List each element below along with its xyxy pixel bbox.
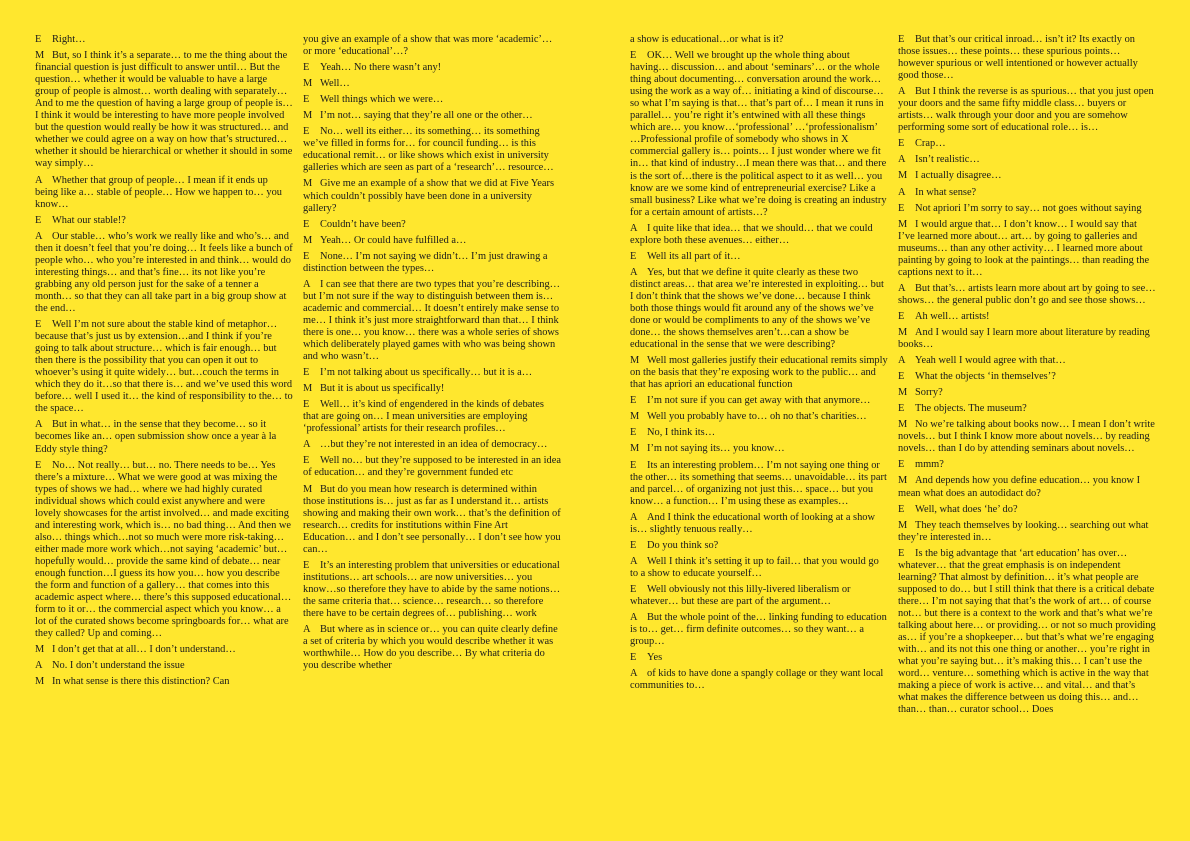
transcript-paragraph	[898, 219, 1156, 279]
speaker-initial: A	[630, 222, 638, 234]
speaker-initial: M	[630, 443, 640, 455]
speech-text: And depends how you define education… you know I mean what does an autodidact do?	[898, 475, 1141, 499]
speaker-initial: M	[898, 387, 908, 399]
transcript-paragraph	[303, 455, 561, 479]
speaker-initial: A	[303, 278, 311, 290]
speaker-initial: A	[630, 266, 638, 278]
speech-text: OK… Well we brought up the whole thing about having… discussion… and about ‘seminars’… or the whole thing about documenting… conversation around the work… using the work as a way of… initiating a kind of discourse… so what I’m saying is that… that’s part of… I mean it runs in parallel… you’re right it’s entwined with all these things which are… you know…‘professional’ …‘professionalism’ …Professional profile of somebody who shows in X commercial gallery is… points… I just wonder where we fit in… that kind of industry…I mean there was that… and there is the sort of…there is the political aspect to it as well… you know are we some kind of entrepreneurial exercise? Like a small business? Like what we’re doing is creating an industry for a certain amount of artists…?	[630, 50, 887, 218]
speech-text: Is the big advantage that ‘art education’ has over… whatever… that the great emphasis is on independent learning? That almost by definition… it’s what people are supposed to do… but I still think that there is a critical debate there… I’m not saying that that’s the work of art… of course not… but there is a context to the work and that’s what we’re talking about here… or providing… or not so much providing as… if you’re a shopkeeper… but that’s what we’re engaging with… and its not this one thing or another… you’re right in what you’re saying but… it’s making this… I can’t use the word… venture… something which is active in the way that making a piece of work is active… and vital… and that’s what makes the difference between us doing this… and… than… than… curator school… Does	[898, 547, 1156, 716]
speaker-initial: A	[630, 668, 638, 680]
speech-text: But it is about us specifically!	[320, 383, 445, 395]
speech-text: Yes, but that we define it quite clearly as these two distinct areas… that area we’re interested in exploiting… but I don’t think that the shows we’ve done… because I think both those things would fit around any of the shows we’ve done or would be compliments to any of the shows we’ve done… the shows themselves aren’t…can a show be educational in the sense that we were describing?	[630, 266, 884, 351]
speech-text: I’m not saying its… you know…	[647, 443, 785, 455]
speaker-initial: E	[35, 34, 42, 45]
transcript-paragraph	[35, 460, 293, 641]
speech-text: Its an interesting problem… I’m not saying one thing or the other… its something that seems… unavoidable… its part and parcel… of organizing not just this… space… but you know… a function… I’m using these as examples…	[630, 459, 887, 507]
speech-text: Not apriori I’m sorry to say… not goes without saying	[915, 202, 1142, 214]
speaker-initial: M	[630, 411, 640, 423]
transcript-paragraph	[35, 644, 293, 656]
speaker-initial: E	[630, 50, 637, 62]
speaker-initial: M	[303, 383, 313, 395]
speaker-initial: M	[898, 475, 908, 487]
transcript-paragraph	[630, 512, 888, 536]
speaker-initial: E	[630, 459, 637, 471]
speech-text: But the whole point of the… linking funding to education is to… get… firm definite outcomes… so they want… a group…	[630, 612, 887, 648]
speech-text: But that’s our critical inroad… isn’t it? Its exactly on those issues… these points… these spurious points… however spurious or well intentioned or however actually good those…	[898, 34, 1138, 82]
transcript-paragraph	[630, 355, 888, 391]
speech-text: Ah well… artists!	[915, 310, 990, 322]
transcript-paragraph	[630, 50, 888, 219]
speaker-initial: E	[35, 459, 42, 471]
transcript-paragraph	[35, 175, 293, 211]
transcript-paragraph	[303, 94, 561, 106]
speaker-initial: A	[898, 186, 906, 198]
speech-text: Right…	[52, 34, 86, 45]
speaker-initial: E	[630, 539, 637, 551]
speaker-initial: A	[303, 624, 311, 636]
speaker-initial: E	[35, 214, 42, 226]
speech-text: Well…	[320, 78, 350, 90]
speaker-initial: M	[35, 676, 45, 688]
column-3	[630, 34, 888, 696]
speaker-initial: E	[898, 547, 905, 559]
speech-text: Give me an example of a show that we did at Five Years which couldn’t possibly have been done in a university gallery?	[303, 178, 555, 214]
speech-text: Do you think so?	[647, 539, 719, 551]
speaker-initial: M	[35, 50, 45, 62]
transcript-paragraph	[898, 283, 1156, 307]
transcript-paragraph	[35, 319, 293, 415]
speaker-initial: E	[630, 427, 637, 439]
speaker-initial: M	[303, 178, 313, 190]
speaker-initial: E	[898, 371, 905, 383]
speech-text: What our stable!?	[52, 214, 126, 226]
transcript-paragraph	[303, 251, 561, 275]
transcript-paragraph	[630, 395, 888, 407]
speaker-initial: E	[898, 202, 905, 214]
transcript-paragraph	[630, 34, 888, 46]
transcript-paragraph	[35, 419, 293, 455]
transcript-paragraph	[898, 520, 1156, 544]
transcript-paragraph	[35, 34, 293, 46]
speaker-initial: M	[303, 483, 313, 495]
transcript-paragraph	[35, 50, 293, 170]
speech-text: No… well its either… its something… its something we’ve filled in forms for… for council funding… is this educational remit… or like shows which exist in university galleries which are seen as part of a ‘research’… resource…	[303, 126, 554, 174]
speaker-initial: A	[630, 555, 638, 567]
speech-text: Well no… but they’re supposed to be interested in an idea of education… and they’re government funded etc	[303, 455, 561, 479]
transcript-paragraph	[303, 624, 561, 672]
speaker-initial: E	[303, 94, 310, 106]
speaker-initial: E	[630, 250, 637, 262]
speaker-initial: M	[898, 170, 908, 182]
speaker-initial: E	[630, 652, 637, 664]
speaker-initial: E	[898, 34, 905, 45]
transcript-paragraph	[303, 383, 561, 395]
transcript-paragraph	[898, 34, 1156, 82]
speaker-initial: E	[303, 126, 310, 138]
speech-text: In what sense is there this distinction? Can	[52, 676, 230, 688]
speech-text: Crap…	[915, 138, 946, 150]
speech-text: None… I’m not saying we didn’t… I’m just drawing a distinction between the types…	[303, 250, 548, 274]
speaker-initial: E	[898, 503, 905, 515]
transcript-paragraph	[898, 504, 1156, 516]
speaker-initial: E	[630, 583, 637, 595]
speech-text: I can see that there are two types that you’re describing… but I’m not sure if the way to distinguish between them is… academic and commercial… It doesn’t entirely make sense to me… I think it’s just more straightforward than that… I think there is one… you know… there was a whole series of shows which deliberately played games with who was being shown and who wasn’t…	[303, 278, 561, 363]
speech-text: But in what… in the sense that they become… so it becomes like an… open submission show once a year à la Eddy style thing?	[35, 419, 277, 455]
transcript-paragraph	[630, 427, 888, 439]
speech-text: No we’re talking about books now… I mean I don’t write novels… but I think I know more about novels… by reading novels… than I do by attending seminars about novels…	[898, 419, 1155, 455]
speech-text: No, I think its…	[647, 427, 716, 439]
speech-text: Well I’m not sure about the stable kind of metaphor… because that’s just us by extension…and I think if you’re going to talk about structure… which is fair enough… but then there is the possibility that you can open it out to whoever’s using it quite widely… but…couch the terms in which they do it…so that there is… and we’ve used this word before… well I used it… the kind of responsibility to the… to the space…	[35, 319, 293, 415]
speaker-initial: M	[898, 326, 908, 338]
transcript-paragraph	[303, 279, 561, 363]
transcript-paragraph	[898, 154, 1156, 166]
speaker-initial: A	[898, 355, 906, 367]
speaker-initial: E	[303, 218, 310, 230]
speech-text: I’m not… saying that they’re all one or the other…	[320, 110, 533, 122]
transcript-paragraph	[303, 34, 561, 58]
speech-text: Well most galleries justify their educational remits simply on the basis that they’re exposing work to the public… and that has apriori an educational function	[630, 355, 888, 391]
speech-text: …but they’re not interested in an idea of democracy…	[320, 439, 548, 451]
transcript-paragraph	[898, 387, 1156, 399]
speaker-initial: E	[303, 455, 310, 467]
speech-text: Sorry?	[915, 387, 943, 399]
speech-text: Well things which we were…	[320, 94, 444, 106]
speech-text: They teach themselves by looking… searching out what they’re interested in…	[898, 519, 1149, 543]
speaker-initial: E	[303, 62, 310, 74]
speech-text: a show is educational…or what is it?	[630, 34, 784, 45]
speech-text: The objects. The museum?	[915, 403, 1027, 415]
transcript-paragraph	[898, 419, 1156, 455]
speech-text: Well its all part of it…	[647, 250, 741, 262]
speaker-initial: M	[303, 234, 313, 246]
transcript-paragraph	[898, 187, 1156, 199]
speech-text: Whether that group of people… I mean if it ends up being like a… stable of people… How we happen to… you know…	[35, 174, 283, 210]
speaker-initial: E	[630, 395, 637, 407]
speech-text: I don’t get that at all… I don’t understand…	[52, 644, 236, 656]
speaker-initial: E	[898, 310, 905, 322]
speaker-initial: M	[630, 355, 640, 367]
transcript-paragraph	[630, 411, 888, 423]
transcript-paragraph	[303, 484, 561, 556]
speech-text: I’m not talking about us specifically… but it is a…	[320, 367, 533, 379]
speaker-initial: A	[630, 511, 638, 523]
speaker-initial: E	[898, 403, 905, 415]
speech-text: No. I don’t understand the issue	[52, 660, 185, 672]
speech-text: Well I think it’s setting it up to fail… that you would go to a show to educate yourself…	[630, 555, 879, 579]
speech-text: mmm?	[915, 459, 944, 471]
speaker-initial: A	[898, 154, 906, 166]
transcript-paragraph	[303, 235, 561, 247]
transcript-paragraph	[630, 267, 888, 351]
transcript-paragraph	[898, 475, 1156, 499]
transcript-paragraph	[35, 676, 293, 688]
speech-text: Well, what does ‘he’ do?	[915, 503, 1018, 515]
transcript-paragraph	[630, 584, 888, 608]
transcript-paragraph	[303, 78, 561, 90]
transcript-paragraph	[898, 86, 1156, 134]
speech-text: of kids to have done a spangly collage or they want local communities to…	[630, 668, 884, 692]
speaker-initial: M	[898, 419, 908, 431]
transcript-paragraph	[630, 668, 888, 692]
transcript-paragraph	[630, 652, 888, 664]
speaker-initial: A	[35, 174, 43, 186]
speech-text: Yeah well I would agree with that…	[915, 355, 1066, 367]
transcript-paragraph	[303, 439, 561, 451]
speech-text: But I think the reverse is as spurious… that you just open your doors and the same fifty middle class… buyers or artists… walk through your door and you are somehow performing some sort of educational role… is…	[898, 86, 1154, 134]
transcript-paragraph	[898, 203, 1156, 215]
speech-text: Well obviously not this lilly-livered liberalism or whatever… but these are part of the argument…	[630, 583, 851, 607]
speech-text: Yeah… No there wasn’t any!	[320, 62, 442, 74]
transcript-paragraph	[898, 371, 1156, 383]
speaker-initial: E	[303, 367, 310, 379]
transcript-paragraph	[303, 110, 561, 122]
speaker-initial: A	[35, 419, 43, 431]
speaker-initial: E	[303, 250, 310, 262]
speaker-initial: A	[35, 230, 43, 242]
speech-text: And I would say I learn more about literature by reading books…	[898, 326, 1150, 351]
speaker-initial: E	[303, 559, 310, 571]
transcript-paragraph	[630, 612, 888, 648]
speech-text: I would argue that… I don’t know… I would say that I’ve learned more about… art… by going to galleries and museums… than any other activity… I learned more about painting by going to look at the paintings… than reading the captions next to it…	[898, 218, 1150, 278]
transcript-paragraph	[898, 459, 1156, 471]
transcript-paragraph	[303, 62, 561, 74]
transcript-paragraph	[898, 170, 1156, 182]
transcript-paragraph	[630, 540, 888, 552]
speaker-initial: E	[898, 459, 905, 471]
column-1	[35, 34, 293, 692]
speaker-initial: M	[898, 519, 908, 531]
speaker-initial: A	[898, 86, 906, 98]
speech-text: Well you probably have to… oh no that’s charities…	[647, 411, 867, 423]
column-2	[303, 34, 561, 676]
speech-text: What the objects ‘in themselves’?	[915, 371, 1056, 383]
transcript-paragraph	[630, 251, 888, 263]
speaker-initial: A	[303, 439, 311, 451]
transcript-paragraph	[303, 367, 561, 379]
transcript-paragraph	[303, 560, 561, 620]
speech-text: Well… it’s kind of engendered in the kinds of debates that are going on… I mean universities are employing ‘professional’ artists for their research profiles…	[303, 399, 544, 435]
speaker-initial: M	[35, 644, 45, 656]
transcript-paragraph	[303, 399, 561, 435]
speaker-initial: E	[35, 319, 42, 331]
speech-text: I actually disagree…	[915, 170, 1002, 182]
column-4	[898, 34, 1156, 720]
speaker-initial: A	[898, 282, 906, 294]
transcript-paragraph	[898, 548, 1156, 717]
speech-text: But, so I think it’s a separate… to me the thing about the financial question is just difficult to answer until… But the question… whether it would be valuable to have a large group of people is almost… worth dealing with separately… And to me the question of having a large group of people is… I think it would be interesting to have more people involved but the question would really be how it was structured… and whether we could agree on a way on how that’s structured… whether it should be hierarchical or whether it should in some way simply…	[35, 50, 293, 170]
transcript-paragraph	[303, 126, 561, 174]
speech-text: Yeah… Or could have fulfilled a…	[320, 234, 467, 246]
transcript-paragraph	[898, 311, 1156, 323]
transcript-paragraph	[630, 556, 888, 580]
speech-text: Our stable… who’s work we really like and who’s… and then it doesn’t feel that you’re doing… It feels like a bunch of people who… who you’re interested in and think… would do interesting things… and that’s fine… its not like you’re grabbing any old person just for the sake of a tenner a month… so that they can all take part in a big group show at the end…	[35, 230, 293, 314]
transcript-paragraph	[630, 443, 888, 455]
transcript-paragraph	[898, 355, 1156, 367]
transcript-paragraph	[35, 231, 293, 315]
speaker-initial: A	[630, 612, 638, 624]
speech-text: I’m not sure if you can get away with that anymore…	[647, 395, 871, 407]
speaker-initial: M	[898, 218, 908, 230]
transcript-paragraph	[898, 138, 1156, 150]
transcript-paragraph	[35, 215, 293, 227]
speech-text: It’s an interesting problem that universities or educational institutions… art schools… are now universities… you know…so therefore they have to abide by the same notions… the same criteria that… science… research… so therefore there have to be certain degrees of… publishing… work	[303, 559, 561, 619]
transcript-paragraph	[898, 403, 1156, 415]
speaker-initial: M	[303, 78, 313, 90]
speech-text: Yes	[647, 652, 663, 664]
speech-text: Couldn’t have been?	[320, 218, 406, 230]
speech-text: And I think the educational worth of looking at a show is… slightly tenuous really…	[630, 511, 875, 535]
transcript-paragraph	[303, 219, 561, 231]
speaker-initial: A	[35, 660, 43, 672]
speech-text: No… Not really… but… no. There needs to be… Yes there’s a mixture… What we were good at was mixing the types of shows we had… where we had highly curated individual shows which could exist anywhere and were lovely showcases for the artist involved… and made exciting and interesting work, which is… no bad thing… And then we also… things which…not so much were more risk-taking… either made more work which…not saying ‘academic’ but… hopefully would… provide the same kind of debate… near enough function…I guess its how you… how you describe the form and function of a gallery… that comes into this academic aspect where… there’s this supposed educational… form to it or… the commercial aspect which you know… a lot of the curated shows become springboards for… what are they called? Up and coming…	[35, 459, 292, 640]
transcript-paragraph	[898, 327, 1156, 351]
speech-text: In what sense?	[915, 186, 977, 198]
speech-text: But do you mean how research is determined within those institutions is… just as far as I understand it… artists showing and making their own work… that’s the definition of research… credits for institutions within Fine Art Education… and I don’t see personally… I don’t see how you can…	[303, 483, 561, 555]
speech-text: you give an example of a show that was more ‘academic’… or more ‘educational’…?	[303, 34, 553, 58]
transcript-paragraph	[630, 223, 888, 247]
speech-text: But that’s… artists learn more about art by going to see… shows… the general public don’t go and see those shows…	[898, 282, 1156, 306]
speech-text: Isn’t realistic…	[915, 154, 980, 166]
speaker-initial: E	[898, 138, 905, 150]
transcript-paragraph	[630, 460, 888, 508]
speech-text: But where as in science or… you can quite clearly define a set of criteria by which you would describe whether it was worthwhile… How do you describe… By what criteria do you describe whether	[303, 624, 558, 672]
speaker-initial: M	[303, 110, 313, 122]
speaker-initial: E	[303, 399, 310, 411]
transcript-paragraph	[303, 178, 561, 214]
transcript-paragraph	[35, 660, 293, 672]
speech-text: I quite like that idea… that we should… that we could explore both these avenues… either…	[630, 222, 873, 246]
